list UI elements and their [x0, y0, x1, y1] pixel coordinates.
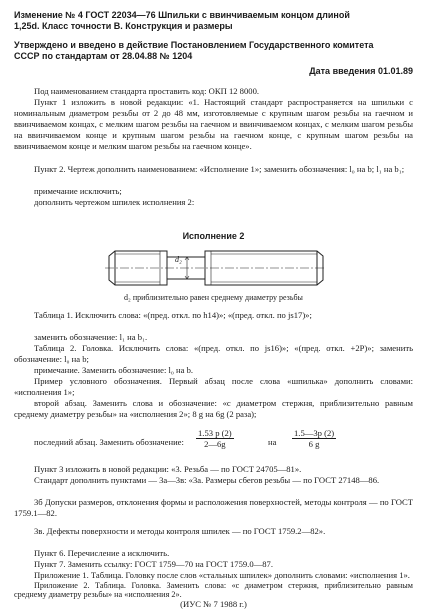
- paragraph-add-drawing: дополнить чертежом шпилек исполнения 2:: [34, 197, 195, 207]
- stud-drawing: [105, 248, 325, 288]
- paragraph-last-clause: последний абзац. Заменить обозначение:: [34, 437, 184, 447]
- approval-line1: Утверждено и введено в действие Постановлением Государственного комитета: [14, 40, 374, 50]
- paragraph-item-3b: 3б Допуски размеров, отклонения формы и расположения поверхностей, методы контроля — по ГОСТ 1759.1—82.: [14, 497, 413, 519]
- paragraph-okp-code: Под наименованием стандарта проставить код: ОКП 12 8000.: [34, 86, 260, 96]
- paragraph-table-2: Таблица 2. Головка. Исключить слова: «(пред. откл. по js16)»; «(пред. откл. +2P)»; заменить обозначение: l₀ на b;: [14, 343, 413, 365]
- paragraph-appendix-2: Приложение 2. Таблица. Головка. Заменить слова: «с диаметром стержня, приблизительно равным среднему диаметру резьбы» на «исполнения 2».: [14, 581, 413, 599]
- header-title-line1: Изменение № 4 ГОСТ 22034—76 Шпильки с ввинчиваемым концом длиной: [14, 10, 350, 20]
- fraction-new-denominator: 6 g: [308, 439, 320, 449]
- paragraph-table-2-note: примечание. Заменить обозначение: l₀ на b.: [34, 365, 194, 375]
- figure-title: Исполнение 2: [182, 231, 245, 241]
- paragraph-item-6: Пункт 6. Перечисление а исключить.: [34, 548, 170, 558]
- paragraph-table-1-replace: заменить обозначение: l₁ на b₁.: [34, 332, 148, 342]
- paragraph-second-clause: второй абзац. Заменить слова и обозначение: «с диаметром стержня, приблизительно равным среднему диаметру резьбы» на «исполнения 2»; 8 g на 6g (2 раза);: [14, 398, 413, 420]
- effective-date: Дата введения 01.01.89: [309, 66, 413, 76]
- header-title-line2: 1,25d. Класс точности В. Конструкция и размеры: [14, 21, 233, 31]
- fraction-old-numerator: 1.53 p (2): [198, 428, 232, 438]
- paragraph-designation-example: Пример условного обозначения. Первый абзац после слова «шпилька» дополнить словами: «исполнения 1»;: [14, 376, 413, 398]
- paragraph-appendix-1: Приложение 1. Таблица. Головку после слов «стальных шпилек» дополнить словами: «исполнения 1».: [34, 570, 410, 580]
- paragraph-table-1: Таблица 1. Исключить слова: «(пред. откл. по h14)»; «(пред. откл. по js17)»;: [34, 310, 312, 320]
- figure-caption: d₂ приблизительно равен среднему диаметру резьбы: [124, 293, 303, 302]
- paragraph-item-7: Пункт 7. Заменить ссылку: ГОСТ 1759—70 на ГОСТ 1759.0—87.: [34, 559, 273, 569]
- fraction-new: [292, 428, 336, 449]
- paragraph-item-1: Пункт 1 изложить в новой редакции: «1. Настоящий стандарт распространяется на шпильки с номинальным диаметром резьбы от 2 до 48 мм, изготовляемые с крупным шагом резьбы на гаечном и ввинчиваемом концах, с мелким шагом резьбы на гаечном и ввинчиваемом концах, с мелким шагом резьбы на ввинчиваемом конце и крупным шагом резьбы на гаечном конце, с крупным шагом резьбы на ввинчиваемом конце и мелким шагом резьбы на гаечном конце».: [14, 97, 413, 152]
- paragraph-note-remove: примечание исключить;: [34, 186, 122, 196]
- drawing-diameter-label: d₂: [175, 255, 182, 264]
- fraction-old-denominator: 2—6g: [204, 439, 226, 449]
- paragraph-item-2: Пункт 2. Чертеж дополнить наименованием: «Исполнение 1»; заменить обозначения: l₀ на b; l₁ на b₁;: [34, 164, 405, 174]
- approval-line2: СССР по стандартам от 28.04.88 № 1204: [14, 51, 193, 61]
- fraction-old: [196, 428, 234, 449]
- fraction-new-numerator: 1.5—3p (2): [294, 428, 335, 438]
- footer-ius: (ИУС № 7 1988 г.): [180, 599, 247, 609]
- paragraph-item-3: Пункт 3 изложить в новой редакции: «3. Резьба — по ГОСТ 24705—81».: [34, 464, 302, 474]
- fraction-connector: на: [268, 437, 277, 447]
- paragraph-items-3a: Стандарт дополнить пунктами — 3а—3в: «3а. Размеры сбегов резьбы — по ГОСТ 27148—86.: [34, 475, 380, 485]
- paragraph-item-3v: 3в. Дефекты поверхности и методы контроля шпилек — по ГОСТ 1759.2—82».: [34, 526, 326, 536]
